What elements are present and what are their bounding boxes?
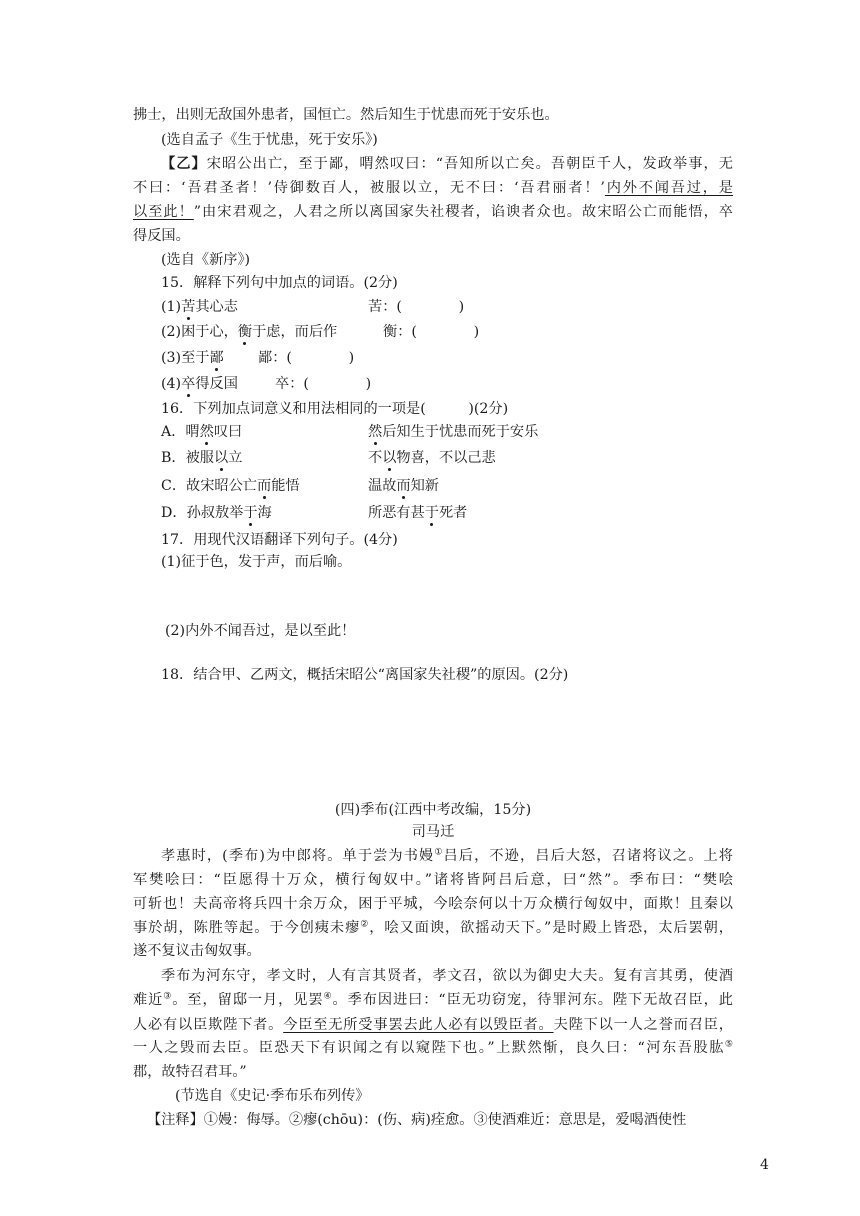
section-4-notes: 【注释】①嫚：侮辱。②瘳(chōu)：(伤、病)痊愈。③使酒难近：意思是，爱喝酒使性: [147, 1112, 687, 1128]
jia-text-tail: 拂士，出则无敌国外患者，国恒亡。然后知生于忧患而死于安乐也。: [133, 107, 559, 123]
yi-paragraph-line-4: 得反国。: [133, 228, 190, 244]
page-number: 4: [760, 1157, 769, 1173]
yi-text: 宋昭公出亡，至于鄙，喟然叹曰：“吾知所以亡矣。吾朝臣千人，发政举事，无: [206, 156, 733, 172]
yi-text: ”由宋君观之，人君之所以离国家失社稷者，谄谀者众也。故宋昭公亡而能悟，卒: [193, 204, 733, 220]
yi-label: 【乙】: [161, 156, 207, 172]
dotted-word: 卒: [181, 376, 196, 392]
underlined-sentence: 以至此！: [133, 204, 194, 220]
underlined-sentence: 今臣至无所受事罢去此人必有以毁臣者。: [283, 1017, 554, 1033]
q15-answer-blank-2: 衡：( ): [383, 324, 480, 340]
s4-p1-line-3: 可斩也！夫高帝将兵四十余万众，困于平城，今哙奈何以十万众横行匈奴中，面欺！且秦以: [133, 896, 733, 912]
q16-option-b: B．被服以立: [161, 450, 243, 466]
underlined-sentence: 内外不闻吾过，是: [604, 180, 733, 196]
question-18-stem: 18．结合甲、乙两文，概括宋昭公“离国家失社稷”的原因。(2分): [161, 667, 569, 683]
q17-sentence-1: (1)征于色，发于声，而后喻。: [161, 554, 352, 570]
s4-p1-line-2: 军樊哙曰：“臣愿得十万众，横行匈奴中。”诸将皆阿吕后意，曰“然”。季布曰：“樊哙: [133, 872, 733, 888]
q15-answer-blank-4: 卒：( ): [275, 376, 372, 392]
yi-source: (选自《新序》): [161, 252, 251, 268]
yi-text: 不曰：‘吾君圣者！’侍御数百人，被服以立，无不曰：‘吾君丽者！’: [133, 180, 605, 196]
section-4-title: (四)季布(江西中考改编，15分): [334, 802, 532, 818]
q16-option-d-right: 所恶有甚于死者: [368, 505, 468, 521]
question-17-stem: 17．用现代汉语翻译下列句子。(4分): [161, 532, 398, 548]
q16-option-a-right: 然后知生于忧患而死于安乐: [368, 424, 539, 440]
s4-p2-line-5: 郡，故特召君耳。”: [133, 1064, 247, 1080]
q15-answer-blank-1: 苦：( ): [368, 299, 465, 315]
s4-p2-line-1: 季布为河东守，孝文时，人有言其贤者，孝文召，欲以为御史大夫。复有言其勇，使酒: [161, 968, 733, 984]
yi-paragraph-line-1: [161, 154, 733, 174]
yi-paragraph-line-2: [133, 178, 733, 198]
q15-item-2: (2)困于心，衡于虑，而后作: [161, 324, 338, 340]
s4-p1-line-4: 事於胡，陈胜等起。于今创痍未瘳②，哙又面谀，欲摇动天下。”是时殿上皆恐，太后罢朝，: [133, 919, 733, 936]
dotted-word: 以: [214, 450, 229, 466]
s4-p2-line-3: 人必有以臣欺陛下者。今臣至无所受事罢去此人必有以毁臣者。夫陛下以一人之誉而召臣，: [133, 1017, 733, 1033]
s4-p1-line-5: 遂不复议击匈奴事。: [133, 943, 261, 959]
q16-option-b-right: 不以物喜，不以己悲: [368, 450, 496, 466]
jia-source: (选自孟子《生于忧患，死于安乐》): [161, 132, 378, 148]
q15-item-4: (4)卒得反国: [161, 376, 238, 392]
q15-item-1: (1)苦其心志: [161, 299, 238, 315]
section-4-source: (节选自《史记·季布乐布列传》: [175, 1088, 370, 1104]
q16-option-d: D．孙叔敖举于海: [161, 505, 272, 521]
question-16-stem: 16．下列加点词意义和用法相同的一项是( )(2分): [161, 401, 509, 417]
dotted-word: 于: [424, 505, 439, 521]
s4-p1-line-1: 孝惠时，(季布)为中郎将。单于尝为书嫚①吕后，不逊，吕后大怒，召诸将议之。上将: [161, 847, 733, 864]
dotted-word: 然: [199, 424, 214, 440]
dotted-word: 衡: [237, 324, 253, 340]
dotted-word: 鄙: [209, 350, 224, 366]
s4-p2-line-2: 难近③。至，留邸一月，见罢④。季布因进曰：“臣无功窃宠，待罪河东。陛下无故召臣，此: [133, 991, 733, 1008]
q15-item-3: (3)至于鄙: [161, 350, 224, 366]
dotted-word: 而: [396, 478, 411, 494]
q16-option-c-right: 温故而知新: [368, 478, 439, 494]
dotted-word: 于: [243, 505, 258, 521]
section-4-author: 司马迁: [411, 824, 455, 840]
dotted-word: 而: [256, 478, 272, 494]
q15-answer-blank-3: 鄙：( ): [258, 350, 355, 366]
yi-paragraph-line-3: [133, 202, 733, 222]
q17-sentence-2: (2)内外不闻吾过，是以至此！: [165, 623, 356, 639]
q16-option-c: C．故宋昭公亡而能悟: [161, 478, 300, 494]
s4-p2-line-4: 一人之毁而去臣。臣恐天下有识闻之有以窥陛下也。”上默然惭，良久曰：“河东吾股肱⑤: [133, 1039, 733, 1056]
q16-option-a: A．喟然叹曰: [161, 424, 243, 440]
dotted-word: 然: [368, 424, 383, 440]
question-15-stem: 15．解释下列句中加点的词语。(2分): [161, 275, 398, 291]
dotted-word: 以: [382, 450, 397, 466]
dotted-word: 苦: [181, 299, 196, 315]
